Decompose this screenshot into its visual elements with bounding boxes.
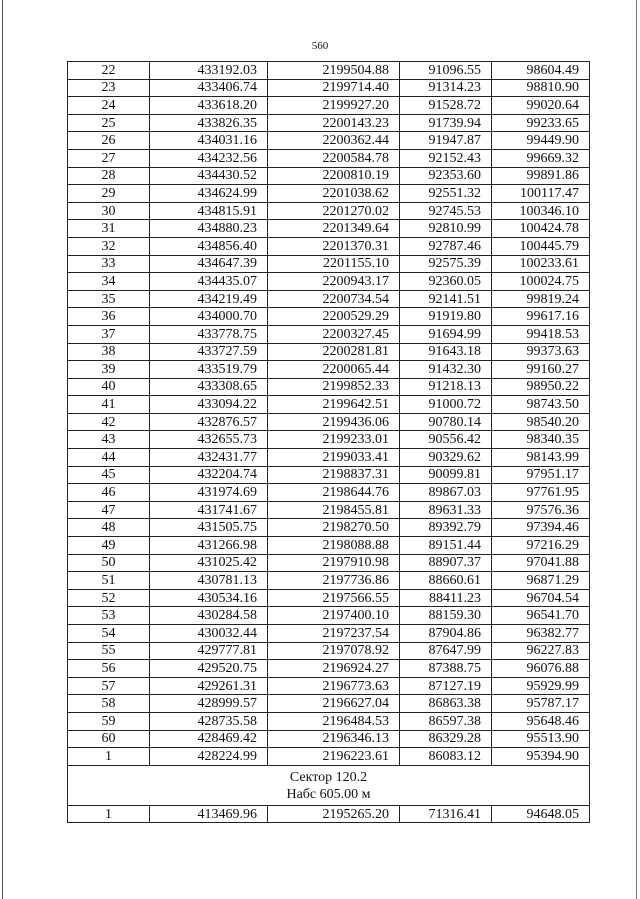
coord-y-cell: 2200281.81 xyxy=(268,343,400,361)
point-number-cell: 52 xyxy=(68,589,150,607)
point-number-cell: 43 xyxy=(68,431,150,449)
coord-y-local-cell: 95394.90 xyxy=(492,748,590,766)
point-number-cell: 37 xyxy=(68,325,150,343)
coord-y-local-cell: 98143.99 xyxy=(492,449,590,467)
coord-x-cell: 430032.44 xyxy=(150,625,268,643)
table-row xyxy=(68,361,590,379)
coord-x-cell: 428735.58 xyxy=(150,712,268,730)
coord-x-cell: 430284.58 xyxy=(150,607,268,625)
coord-x-local-cell: 89392.79 xyxy=(400,519,492,537)
coord-x-local-cell: 89151.44 xyxy=(400,537,492,555)
coord-x-cell: 434647.39 xyxy=(150,255,268,273)
coord-y-local-cell: 94648.05 xyxy=(492,805,590,823)
table-row xyxy=(68,805,590,823)
coord-y-local-cell: 98540.20 xyxy=(492,413,590,431)
coord-x-cell: 429520.75 xyxy=(150,660,268,678)
coord-x-cell: 432431.77 xyxy=(150,449,268,467)
scan-edge-left xyxy=(2,0,3,899)
coord-y-local-cell: 96227.83 xyxy=(492,642,590,660)
table-row xyxy=(68,625,590,643)
coord-x-local-cell: 91528.72 xyxy=(400,97,492,115)
section-header-cell xyxy=(68,765,590,805)
point-number-cell: 34 xyxy=(68,273,150,291)
point-number-cell: 59 xyxy=(68,712,150,730)
point-number-cell: 32 xyxy=(68,237,150,255)
point-number-cell: 56 xyxy=(68,660,150,678)
point-number-cell: 42 xyxy=(68,413,150,431)
table-row xyxy=(68,501,590,519)
coord-y-cell: 2198644.76 xyxy=(268,484,400,502)
coord-x-local-cell: 91947.87 xyxy=(400,132,492,150)
coord-x-local-cell: 91432.30 xyxy=(400,361,492,379)
coord-y-cell: 2196627.04 xyxy=(268,695,400,713)
point-number-cell: 26 xyxy=(68,132,150,150)
coord-x-local-cell: 90556.42 xyxy=(400,431,492,449)
coord-y-local-cell: 100424.78 xyxy=(492,220,590,238)
table-row xyxy=(68,695,590,713)
coord-y-cell: 2198088.88 xyxy=(268,537,400,555)
table-row xyxy=(68,273,590,291)
coord-x-cell: 433192.03 xyxy=(150,62,268,80)
coord-y-local-cell: 97951.17 xyxy=(492,466,590,484)
table-row xyxy=(68,642,590,660)
coord-x-cell: 434000.70 xyxy=(150,308,268,326)
coord-y-cell: 2199436.06 xyxy=(268,413,400,431)
coord-y-local-cell: 99617.16 xyxy=(492,308,590,326)
table-row xyxy=(68,537,590,555)
coord-x-local-cell: 88159.30 xyxy=(400,607,492,625)
point-number-cell: 25 xyxy=(68,114,150,132)
coord-y-local-cell: 99418.53 xyxy=(492,325,590,343)
point-number-cell: 47 xyxy=(68,501,150,519)
coord-x-cell: 433778.75 xyxy=(150,325,268,343)
coord-x-cell: 428469.42 xyxy=(150,730,268,748)
coord-x-cell: 431741.67 xyxy=(150,501,268,519)
coord-y-cell: 2199033.41 xyxy=(268,449,400,467)
coord-x-cell: 430534.16 xyxy=(150,589,268,607)
coord-y-cell: 2200734.54 xyxy=(268,290,400,308)
coord-x-local-cell: 86863.38 xyxy=(400,695,492,713)
coord-y-cell: 2199927.20 xyxy=(268,97,400,115)
point-number-cell: 30 xyxy=(68,202,150,220)
coord-x-local-cell: 86597.38 xyxy=(400,712,492,730)
coord-x-local-cell: 92745.53 xyxy=(400,202,492,220)
table-row xyxy=(68,343,590,361)
coord-y-cell: 2198837.31 xyxy=(268,466,400,484)
coord-y-cell: 2200327.45 xyxy=(268,325,400,343)
coord-x-cell: 432655.73 xyxy=(150,431,268,449)
point-number-cell: 28 xyxy=(68,167,150,185)
coord-y-local-cell: 97576.36 xyxy=(492,501,590,519)
section-subtitle: Набс 605.00 м xyxy=(286,786,371,802)
page-number: 560 xyxy=(311,40,329,52)
coord-x-local-cell: 91694.99 xyxy=(400,325,492,343)
point-number-cell: 1 xyxy=(68,748,150,766)
coord-x-local-cell: 90329.62 xyxy=(400,449,492,467)
table-row xyxy=(68,572,590,590)
coord-x-local-cell: 89867.03 xyxy=(400,484,492,502)
coord-y-local-cell: 100024.75 xyxy=(492,273,590,291)
table-row xyxy=(68,308,590,326)
coord-x-cell: 433308.65 xyxy=(150,378,268,396)
coord-x-local-cell: 92360.05 xyxy=(400,273,492,291)
table-row xyxy=(68,449,590,467)
coord-x-cell: 434232.56 xyxy=(150,149,268,167)
coord-x-local-cell: 91739.94 xyxy=(400,114,492,132)
point-number-cell: 33 xyxy=(68,255,150,273)
point-number-cell: 38 xyxy=(68,343,150,361)
table-row xyxy=(68,97,590,115)
table-row xyxy=(68,185,590,203)
table-row xyxy=(68,589,590,607)
point-number-cell: 41 xyxy=(68,396,150,414)
coord-x-cell: 433826.35 xyxy=(150,114,268,132)
section-title: Сектор 120.2 xyxy=(289,769,368,785)
point-number-cell: 35 xyxy=(68,290,150,308)
coord-y-local-cell: 95513.90 xyxy=(492,730,590,748)
coord-y-local-cell: 100445.79 xyxy=(492,237,590,255)
coord-x-cell: 432876.57 xyxy=(150,413,268,431)
point-number-cell: 60 xyxy=(68,730,150,748)
coord-y-cell: 2201370.31 xyxy=(268,237,400,255)
coord-x-cell: 434880.23 xyxy=(150,220,268,238)
coord-x-cell: 434430.52 xyxy=(150,167,268,185)
coord-x-cell: 434624.99 xyxy=(150,185,268,203)
table-row xyxy=(68,378,590,396)
section-header-row xyxy=(68,765,590,805)
point-number-cell: 46 xyxy=(68,484,150,502)
coord-y-cell: 2196924.27 xyxy=(268,660,400,678)
coord-y-local-cell: 96541.70 xyxy=(492,607,590,625)
point-number-cell: 50 xyxy=(68,554,150,572)
coord-y-cell: 2200810.19 xyxy=(268,167,400,185)
coord-x-local-cell: 87904.86 xyxy=(400,625,492,643)
coord-y-local-cell: 98340.35 xyxy=(492,431,590,449)
coord-x-local-cell: 92551.32 xyxy=(400,185,492,203)
table-body-top xyxy=(68,62,590,766)
section-header-group xyxy=(68,765,590,805)
coord-y-local-cell: 97761.95 xyxy=(492,484,590,502)
coord-y-local-cell: 95648.46 xyxy=(492,712,590,730)
table-row xyxy=(68,132,590,150)
point-number-cell: 53 xyxy=(68,607,150,625)
coord-x-local-cell: 92575.39 xyxy=(400,255,492,273)
table-row xyxy=(68,466,590,484)
coord-x-local-cell: 88411.23 xyxy=(400,589,492,607)
table-body-bottom xyxy=(68,805,590,823)
coord-y-local-cell: 99233.65 xyxy=(492,114,590,132)
coord-x-local-cell: 87647.99 xyxy=(400,642,492,660)
coord-y-local-cell: 99449.90 xyxy=(492,132,590,150)
coord-y-cell: 2197237.54 xyxy=(268,625,400,643)
table-row xyxy=(68,748,590,766)
coord-y-cell: 2200584.78 xyxy=(268,149,400,167)
point-number-cell: 49 xyxy=(68,537,150,555)
table-row xyxy=(68,202,590,220)
table-row xyxy=(68,413,590,431)
table-row xyxy=(68,554,590,572)
point-number-cell: 45 xyxy=(68,466,150,484)
coord-x-local-cell: 86329.28 xyxy=(400,730,492,748)
coord-y-local-cell: 98950.22 xyxy=(492,378,590,396)
coord-x-cell: 433727.59 xyxy=(150,343,268,361)
coord-x-local-cell: 90780.14 xyxy=(400,413,492,431)
coord-y-cell: 2197078.92 xyxy=(268,642,400,660)
coord-x-cell: 433406.74 xyxy=(150,79,268,97)
coord-y-cell: 2195265.20 xyxy=(268,805,400,823)
coord-y-local-cell: 96871.29 xyxy=(492,572,590,590)
table-row xyxy=(68,660,590,678)
coord-y-cell: 2197566.55 xyxy=(268,589,400,607)
table-row xyxy=(68,62,590,80)
coord-x-local-cell: 91096.55 xyxy=(400,62,492,80)
table-row xyxy=(68,712,590,730)
coord-y-cell: 2197736.86 xyxy=(268,572,400,590)
coord-x-local-cell: 91919.80 xyxy=(400,308,492,326)
coord-y-cell: 2196773.63 xyxy=(268,677,400,695)
coord-x-local-cell: 86083.12 xyxy=(400,748,492,766)
coord-y-local-cell: 100233.61 xyxy=(492,255,590,273)
coord-y-local-cell: 99373.63 xyxy=(492,343,590,361)
coord-y-cell: 2198270.50 xyxy=(268,519,400,537)
table-row xyxy=(68,677,590,695)
coord-y-local-cell: 96704.54 xyxy=(492,589,590,607)
coord-x-local-cell: 87388.75 xyxy=(400,660,492,678)
point-number-cell: 29 xyxy=(68,185,150,203)
table-row xyxy=(68,607,590,625)
table-row xyxy=(68,167,590,185)
coord-x-cell: 431505.75 xyxy=(150,519,268,537)
coord-y-local-cell: 100346.10 xyxy=(492,202,590,220)
coord-y-local-cell: 100117.47 xyxy=(492,185,590,203)
coord-x-cell: 431025.42 xyxy=(150,554,268,572)
coord-x-local-cell: 87127.19 xyxy=(400,677,492,695)
coordinates-table xyxy=(67,61,590,823)
coord-x-local-cell: 91314.23 xyxy=(400,79,492,97)
point-number-cell: 31 xyxy=(68,220,150,238)
point-number-cell: 55 xyxy=(68,642,150,660)
coord-y-local-cell: 95929.99 xyxy=(492,677,590,695)
coord-y-cell: 2200362.44 xyxy=(268,132,400,150)
coord-y-local-cell: 99891.86 xyxy=(492,167,590,185)
table-row xyxy=(68,220,590,238)
point-number-cell: 24 xyxy=(68,97,150,115)
table-row xyxy=(68,237,590,255)
table-row xyxy=(68,519,590,537)
coord-x-cell: 429261.31 xyxy=(150,677,268,695)
table-row xyxy=(68,79,590,97)
coord-x-local-cell: 91643.18 xyxy=(400,343,492,361)
scan-edge-right xyxy=(636,0,637,899)
coord-x-cell: 428224.99 xyxy=(150,748,268,766)
coord-y-cell: 2201155.10 xyxy=(268,255,400,273)
point-number-cell: 48 xyxy=(68,519,150,537)
coord-y-local-cell: 95787.17 xyxy=(492,695,590,713)
point-number-cell: 23 xyxy=(68,79,150,97)
point-number-cell: 54 xyxy=(68,625,150,643)
coord-x-local-cell: 90099.81 xyxy=(400,466,492,484)
coord-y-cell: 2196346.13 xyxy=(268,730,400,748)
coord-x-cell: 433618.20 xyxy=(150,97,268,115)
coord-y-cell: 2199504.88 xyxy=(268,62,400,80)
coord-y-cell: 2200943.17 xyxy=(268,273,400,291)
coord-y-cell: 2200065.44 xyxy=(268,361,400,379)
table-row xyxy=(68,290,590,308)
coord-x-cell: 429777.81 xyxy=(150,642,268,660)
coord-y-local-cell: 99819.24 xyxy=(492,290,590,308)
point-number-cell: 39 xyxy=(68,361,150,379)
coord-y-cell: 2200529.29 xyxy=(268,308,400,326)
coord-x-cell: 428999.57 xyxy=(150,695,268,713)
coord-x-local-cell: 88907.37 xyxy=(400,554,492,572)
coord-x-local-cell: 91000.72 xyxy=(400,396,492,414)
coord-x-cell: 434856.40 xyxy=(150,237,268,255)
table-row xyxy=(68,484,590,502)
coord-y-cell: 2199852.33 xyxy=(268,378,400,396)
coord-y-local-cell: 99669.32 xyxy=(492,149,590,167)
coord-y-local-cell: 97216.29 xyxy=(492,537,590,555)
coord-y-local-cell: 99160.27 xyxy=(492,361,590,379)
coord-y-cell: 2199642.51 xyxy=(268,396,400,414)
coord-y-cell: 2197400.10 xyxy=(268,607,400,625)
coord-x-local-cell: 92787.46 xyxy=(400,237,492,255)
coord-x-local-cell: 92353.60 xyxy=(400,167,492,185)
table-row xyxy=(68,730,590,748)
coord-x-cell: 413469.96 xyxy=(150,805,268,823)
coord-y-cell: 2199233.01 xyxy=(268,431,400,449)
coord-x-cell: 431974.69 xyxy=(150,484,268,502)
coord-y-local-cell: 96382.77 xyxy=(492,625,590,643)
point-number-cell: 44 xyxy=(68,449,150,467)
table-row xyxy=(68,396,590,414)
point-number-cell: 57 xyxy=(68,677,150,695)
coord-y-cell: 2196484.53 xyxy=(268,712,400,730)
table-row xyxy=(68,255,590,273)
coord-x-cell: 433519.79 xyxy=(150,361,268,379)
table-row xyxy=(68,149,590,167)
coord-x-local-cell: 91218.13 xyxy=(400,378,492,396)
coord-x-local-cell: 89631.33 xyxy=(400,501,492,519)
table-row xyxy=(68,325,590,343)
coord-y-cell: 2196223.61 xyxy=(268,748,400,766)
coord-x-cell: 434031.16 xyxy=(150,132,268,150)
coord-x-local-cell: 88660.61 xyxy=(400,572,492,590)
point-number-cell: 27 xyxy=(68,149,150,167)
point-number-cell: 22 xyxy=(68,62,150,80)
coord-x-cell: 434815.91 xyxy=(150,202,268,220)
point-number-cell: 58 xyxy=(68,695,150,713)
coord-x-cell: 433094.22 xyxy=(150,396,268,414)
point-number-cell: 40 xyxy=(68,378,150,396)
coord-y-cell: 2201270.02 xyxy=(268,202,400,220)
point-number-cell: 1 xyxy=(68,805,150,823)
coord-y-local-cell: 97394.46 xyxy=(492,519,590,537)
coord-y-cell: 2197910.98 xyxy=(268,554,400,572)
coord-x-cell: 431266.98 xyxy=(150,537,268,555)
coord-x-cell: 434435.07 xyxy=(150,273,268,291)
coord-x-local-cell: 92810.99 xyxy=(400,220,492,238)
coord-y-cell: 2198455.81 xyxy=(268,501,400,519)
coord-y-cell: 2201038.62 xyxy=(268,185,400,203)
coord-y-local-cell: 99020.64 xyxy=(492,97,590,115)
coord-x-local-cell: 92141.51 xyxy=(400,290,492,308)
point-number-cell: 51 xyxy=(68,572,150,590)
coord-x-cell: 432204.74 xyxy=(150,466,268,484)
coord-x-local-cell: 71316.41 xyxy=(400,805,492,823)
table-row xyxy=(68,431,590,449)
coord-y-cell: 2201349.64 xyxy=(268,220,400,238)
point-number-cell: 36 xyxy=(68,308,150,326)
coord-y-cell: 2200143.23 xyxy=(268,114,400,132)
coord-y-local-cell: 98743.50 xyxy=(492,396,590,414)
coord-y-cell: 2199714.40 xyxy=(268,79,400,97)
coord-y-local-cell: 96076.88 xyxy=(492,660,590,678)
coord-x-cell: 434219.49 xyxy=(150,290,268,308)
coord-x-local-cell: 92152.43 xyxy=(400,149,492,167)
table-row xyxy=(68,114,590,132)
coord-y-local-cell: 97041.88 xyxy=(492,554,590,572)
coord-y-local-cell: 98810.90 xyxy=(492,79,590,97)
coord-x-cell: 430781.13 xyxy=(150,572,268,590)
coord-y-local-cell: 98604.49 xyxy=(492,62,590,80)
